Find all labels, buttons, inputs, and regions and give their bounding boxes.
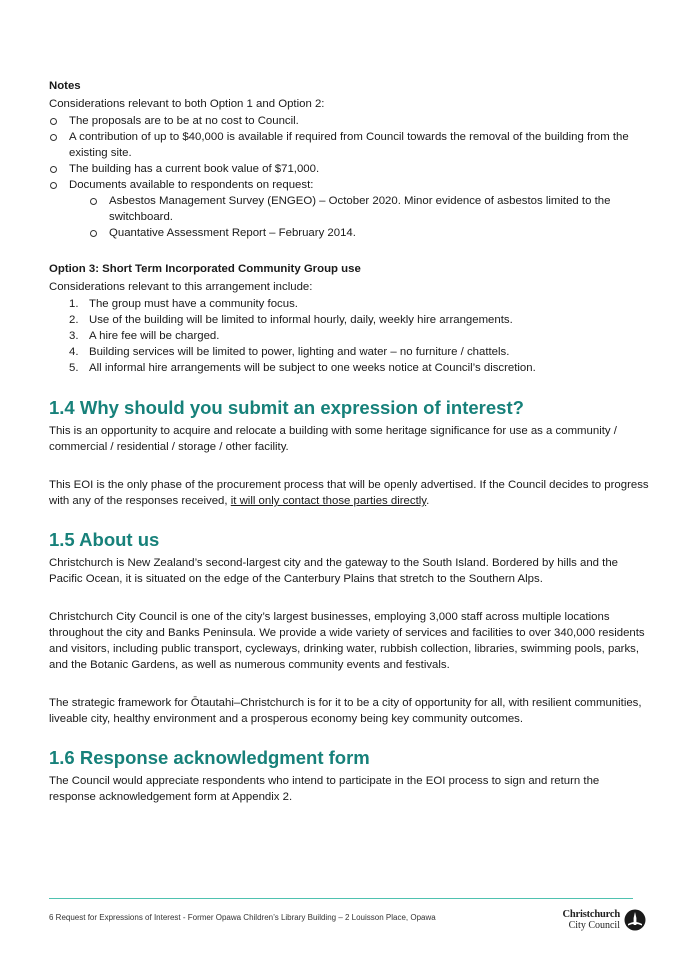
logo-line-2: City Council <box>568 920 620 931</box>
footer-text: 6 Request for Expressions of Interest - Former Opawa Children’s Library Building – 2 Louisson Place, Opawa <box>49 913 436 922</box>
option3-title: Option 3: Short Term Incorporated Community Group use <box>49 263 361 275</box>
option3-list <box>49 296 649 376</box>
list-text: The group must have a community focus. <box>89 298 298 310</box>
list-item <box>49 296 649 312</box>
section-1-6-heading: 1.6 Response acknowledgment form <box>49 747 370 768</box>
list-text: A hire fee will be charged. <box>89 330 220 342</box>
list-text: Building services will be limited to power, lighting and water – no furniture / chattels. <box>89 346 510 358</box>
list-item: Asbestos Management Survey (ENGEO) – October 2020. Minor evidence of asbestos limited to the switchboard. <box>89 193 649 225</box>
list-text: All informal hire arrangements will be subject to one weeks notice at Council’s discretion. <box>89 362 536 374</box>
logo-line-1: Christchurch <box>562 909 620 920</box>
list-item: Quantative Assessment Report – February 2014. <box>89 225 649 241</box>
notes-sublist <box>89 193 649 241</box>
page-content <box>49 78 649 805</box>
list-number: 3. <box>69 330 79 342</box>
notes-title: Notes <box>49 80 81 92</box>
para-text: . <box>426 495 430 507</box>
list-item: The building has a current book value of $71,000. <box>49 161 649 177</box>
section-1-5-para3: The strategic framework for Ōtautahi–Christchurch is for it to be a city of opportunity for all, with resilient communities, liveable city, healthy environment and a prosperous economy being key community outcomes. <box>49 697 642 725</box>
list-item <box>49 312 649 328</box>
section-1-5-heading: 1.5 About us <box>49 529 160 550</box>
notes-intro: Considerations relevant to both Option 1 and Option 2: <box>49 98 325 110</box>
logo-wordmark <box>563 909 621 931</box>
list-text: Use of the building will be limited to informal hourly, daily, weekly hire arrangements. <box>89 314 513 326</box>
list-item: A contribution of up to $40,000 is available if required from Council towards the removal of the building from the existing site. <box>49 129 649 161</box>
section-1-4-para1: This is an opportunity to acquire and relocate a building with some heritage significance for use as a community / commercial / residential / storage / other facility. <box>49 425 617 453</box>
option3-intro: Considerations relevant to this arrangement include: <box>49 281 313 293</box>
list-item <box>49 360 649 376</box>
underlined-text: it will only contact those parties directly <box>230 495 427 507</box>
list-item: Documents available to respondents on request: <box>49 177 649 193</box>
list-number: 5. <box>69 362 79 374</box>
notes-list <box>49 113 649 193</box>
list-number: 1. <box>69 298 79 310</box>
list-number: 4. <box>69 346 79 358</box>
section-1-5-para2: Christchurch City Council is one of the city’s largest businesses, employing 3,000 staff across multiple locations throughout the city and Banks Peninsula. We provide a wide variety of services and facilities to over 340,000 residents and visitors, including public transport, cycleways, drinking water, rubbish collection, libraries, swimming pools, parks, and the Botanic Gardens, as well as numerous community events and festivals. <box>49 611 645 671</box>
section-1-6-para1: The Council would appreciate respondents who intend to participate in the EOI process to sign and return the response acknowledgement form at Appendix 2. <box>49 775 600 803</box>
list-item <box>49 328 649 344</box>
list-item: The proposals are to be at no cost to Council. <box>49 113 649 129</box>
council-logo <box>556 909 646 933</box>
section-1-5-para1: Christchurch is New Zealand’s second-largest city and the gateway to the South Island. Bordered by hills and the Pacific Ocean, it is situated on the edge of the Canterbury Plains that stretch to the Southern Alps. <box>49 557 619 585</box>
list-number: 2. <box>69 314 79 326</box>
section-1-4-heading: 1.4 Why should you submit an expression of interest? <box>49 397 524 418</box>
footer-divider <box>49 898 633 899</box>
para-text: This EOI is the only phase of the procurement process that will be openly advertised. If the Council decides to progress with any of the responses received, <box>49 479 649 507</box>
section-1-4-para2 <box>49 477 649 509</box>
cathedral-icon <box>624 909 646 931</box>
list-item <box>49 344 649 360</box>
